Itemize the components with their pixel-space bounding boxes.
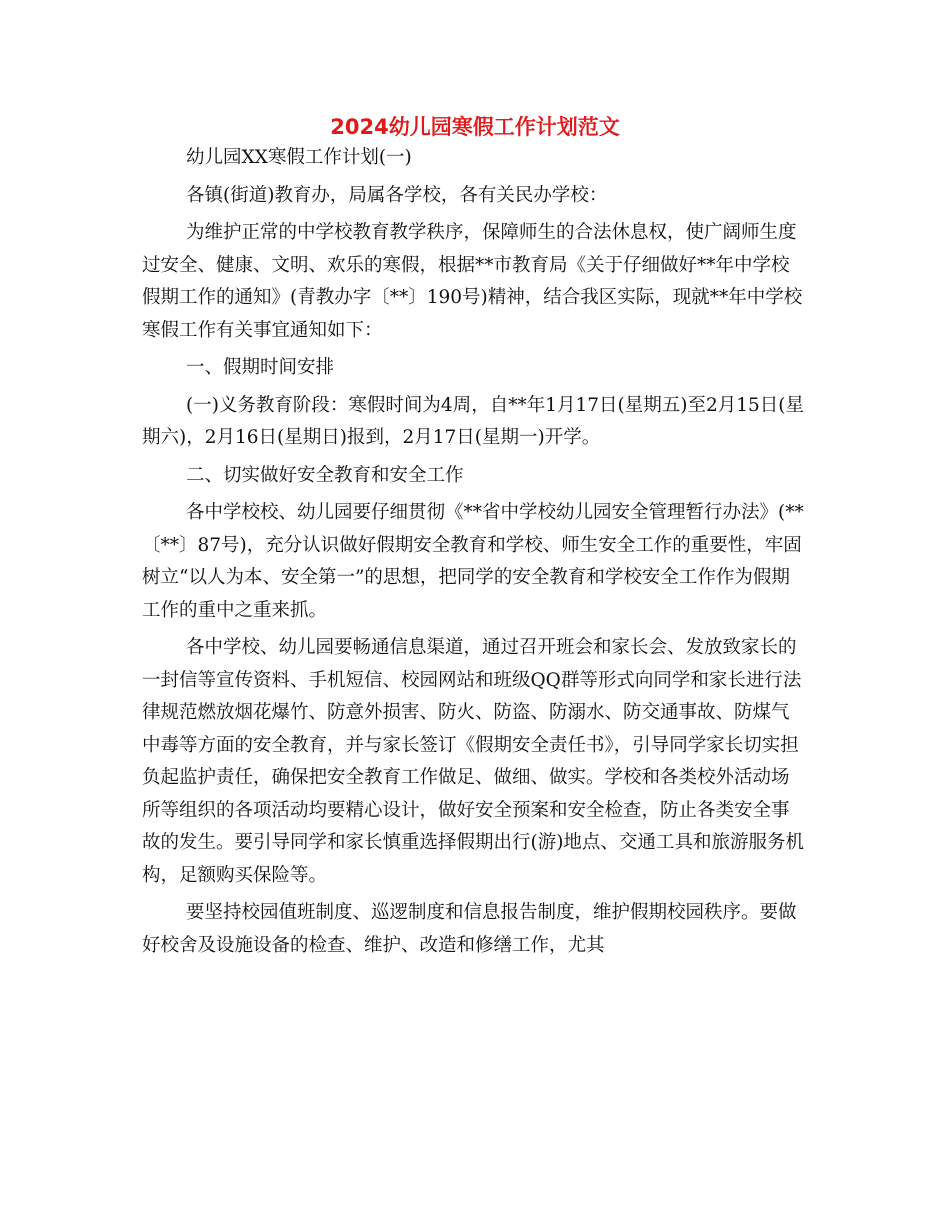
paragraph-safety-3: 要坚持校园值班制度、巡逻制度和信息报告制度，维护假期校园秩序。要做好校舍及设施设备的检查、维护、改造和修缮工作，尤其	[142, 902, 797, 956]
paragraph-safety-2: 各中学校、幼儿园要畅通信息渠道，通过召开班会和家长会、发放致家长的一封信等宣传资料、手机短信、校园网站和班级QQ群等形式向同学和家长进行法律规范燃放烟花爆竹、防意外损害、防火、防盗、防溺水、防交通事故、防煤气中毒等方面的安全教育，并与家长签订《假期安全责任书》，引导同学家长切实担负起监护责任，确保把安全教育工作做足、做细、做实。学校和各类校外活动场所等组织的各项活动均要精心设计，做好安全预案和安全检查，防止各类安全事故的发生。要引导同学和家长慎重选择假期出行(游)地点、交通工具和旅游服务机构，足额购买保险等。	[142, 637, 804, 886]
document-body	[142, 142, 807, 962]
paragraph-salutation: 各镇(街道)教育办，局属各学校，各有关民办学校：	[186, 184, 608, 206]
paragraph-intro: 为维护正常的中学校教育教学秩序，保障师生的合法休息权，使广阔师生度过安全、健康、文明、欢乐的寒假，根据**市教育局《关于仔细做好**年中学校假期工作的通知》(青教办字〔**〕190号)精神，结合我区实际，现就**年中学校寒假工作有关事宜通知如下：	[142, 222, 803, 341]
section-heading-1: 一、假期时间安排	[186, 357, 335, 378]
paragraph-subtitle: 幼儿园XX寒假工作计划(一)	[186, 147, 412, 168]
section-heading-2: 二、切实做好安全教育和安全工作	[186, 464, 464, 486]
paragraph-holiday-schedule: (一)义务教育阶段：寒假时间为4周，自**年1月17日(星期五)至2月15日(星期六)，2月16日(星期日)报到，2月17日(星期一)开学。	[142, 394, 804, 448]
document-title: 2024幼儿园寒假工作计划范文	[330, 115, 620, 139]
paragraph-safety-1: 各中学校校、幼儿园要仔细贯彻《**省中学校幼儿园安全管理暂行办法》(**〔**〕87号)，充分认识做好假期安全教育和学校、师生安全工作的重要性，牢固树立“以人为本、安全第一”的思想，把同学的安全教育和学校安全工作作为假期工作的重中之重来抓。	[142, 502, 804, 621]
